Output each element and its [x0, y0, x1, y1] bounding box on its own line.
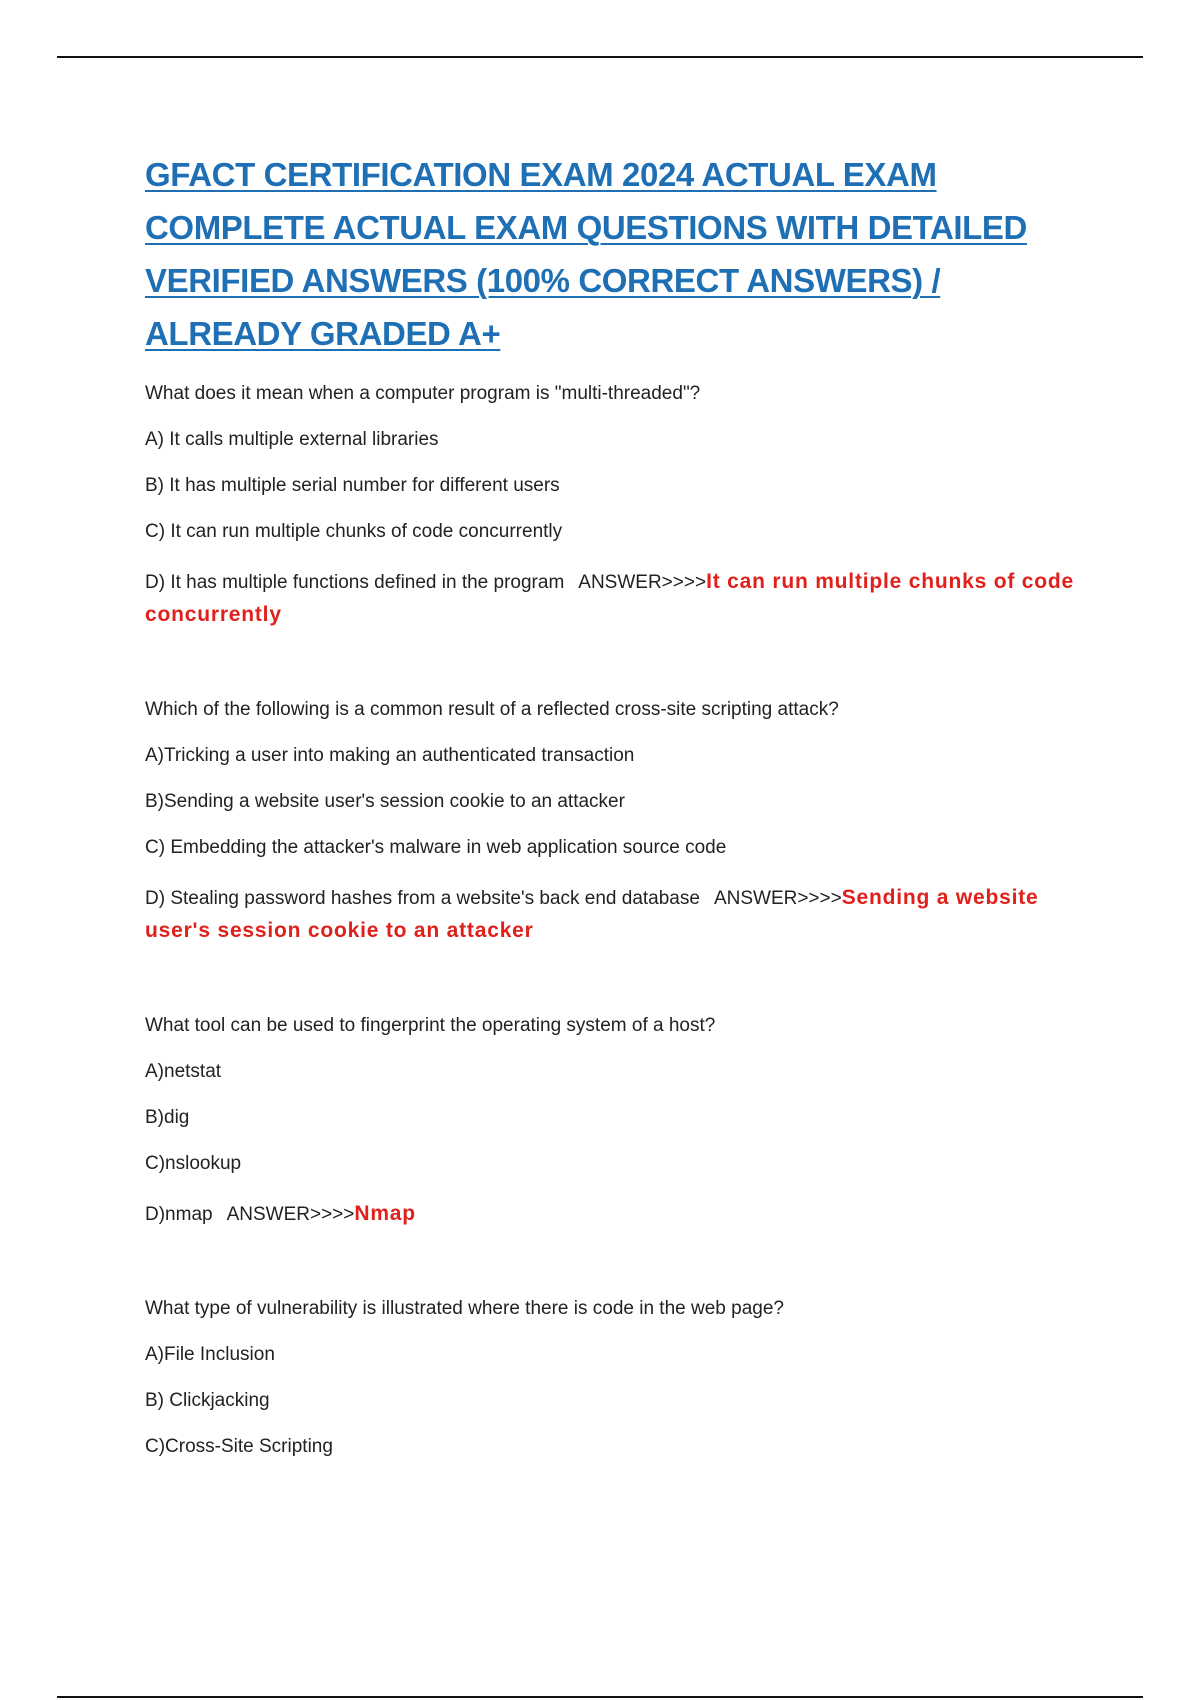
question-block	[145, 1297, 1085, 1459]
option-c: C) Embedding the attacker's malware in web application source code	[145, 837, 727, 858]
answer-text: Nmap	[354, 1202, 416, 1225]
option-a: A)Tricking a user into making an authenticated transaction	[145, 745, 635, 766]
question-text: What type of vulnerability is illustrated where there is code in the web page?	[145, 1298, 784, 1319]
question-text: What tool can be used to fingerprint the operating system of a host?	[145, 1015, 716, 1036]
answer-prefix: ANSWER>>>>	[578, 572, 707, 593]
option-a: A)netstat	[145, 1061, 222, 1082]
document-body	[145, 148, 1085, 1481]
question-text: Which of the following is a common result of a reflected cross-site scripting attack?	[145, 699, 839, 720]
question-block	[145, 1014, 1085, 1231]
option-b: B)Sending a website user's session cookie to an attacker	[145, 791, 625, 812]
document-title: GFACT CERTIFICATION EXAM 2024 ACTUAL EXAM COMPLETE ACTUAL EXAM QUESTIONS WITH DETAILED VERIFIED ANSWERS (100% CORRECT ANSWERS) / ALREADY GRADED A+	[145, 156, 1027, 352]
answer-text: Sending a website user's session cookie to an attacker	[145, 886, 1039, 942]
top-divider	[57, 56, 1143, 58]
option-d: D) It has multiple functions defined in the program	[145, 572, 565, 593]
option-c: C)nslookup	[145, 1153, 242, 1174]
option-d: D)nmap	[145, 1204, 213, 1225]
question-block	[145, 382, 1085, 632]
option-d-with-answer	[145, 566, 1085, 632]
answer-prefix: ANSWER>>>>	[713, 888, 842, 909]
option-b: B) It has multiple serial number for different users	[145, 475, 560, 496]
option-b: B)dig	[145, 1107, 190, 1128]
answer-prefix: ANSWER>>>>	[226, 1204, 355, 1225]
question-block	[145, 698, 1085, 948]
option-c: C)Cross-Site Scripting	[145, 1436, 333, 1457]
option-d-with-answer	[145, 1198, 1085, 1231]
answer-text: It can run multiple chunks of code concurrently	[145, 570, 1074, 626]
option-d-with-answer	[145, 882, 1085, 948]
option-d: D) Stealing password hashes from a website's back end database	[145, 888, 700, 909]
bottom-divider	[57, 1696, 1143, 1698]
question-text: What does it mean when a computer program is "multi-threaded"?	[145, 383, 701, 404]
option-a: A) It calls multiple external libraries	[145, 429, 439, 450]
option-a: A)File Inclusion	[145, 1344, 275, 1365]
option-b: B) Clickjacking	[145, 1390, 270, 1411]
option-c: C) It can run multiple chunks of code concurrently	[145, 521, 563, 542]
